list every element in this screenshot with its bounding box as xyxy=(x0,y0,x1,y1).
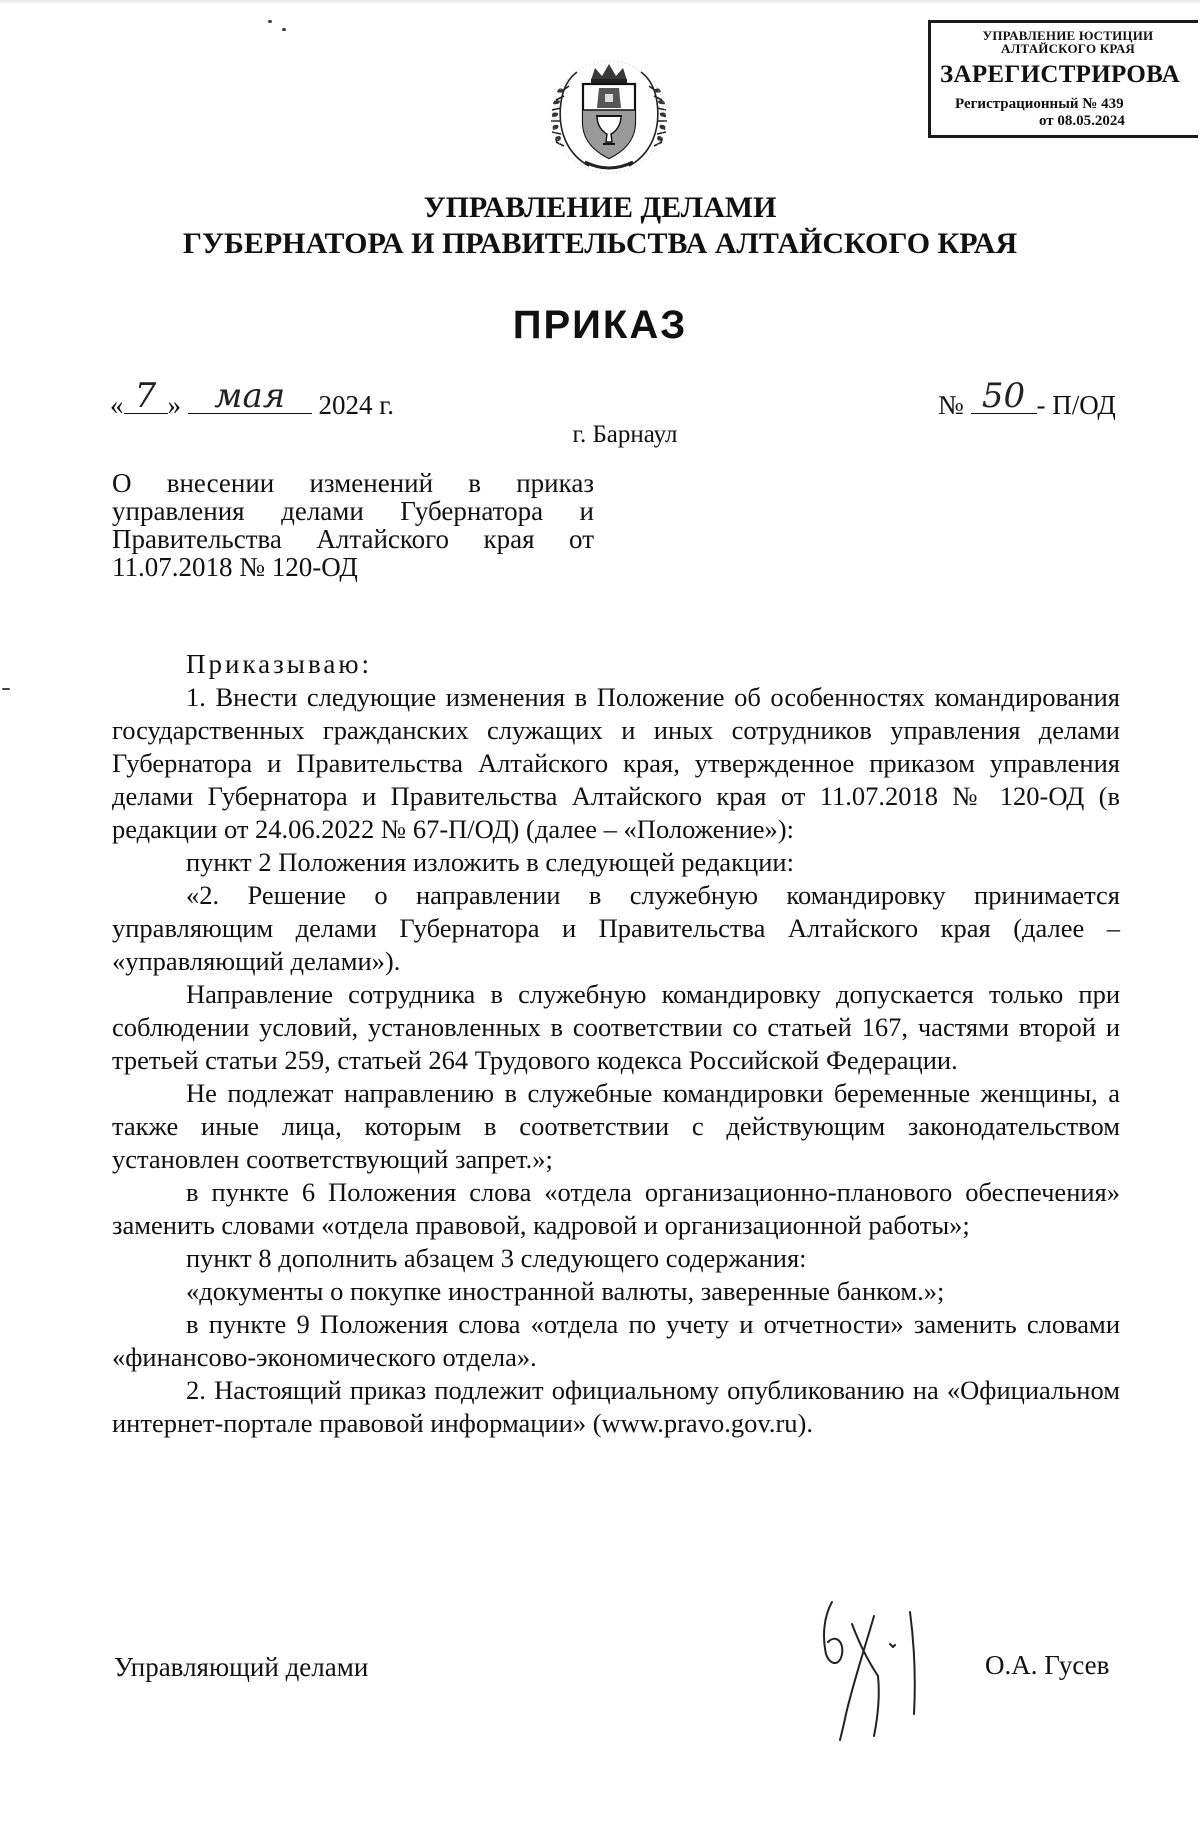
document-city: г. Барнаул xyxy=(572,421,678,448)
body-paragraph: в пункте 6 Положения слова «отдела организационно-планового обеспечения» заменить словами «отдела правовой, кадровой и организационной работы»; xyxy=(112,1177,1120,1240)
scan-speck xyxy=(2,688,10,690)
number-handwritten: 50 xyxy=(981,376,1026,416)
scan-speck xyxy=(282,28,286,31)
body-paragraph: 2. Настоящий приказ подлежит официальному опубликованию на «Официальном интернет-портале правовой информации» (www.pravo.gov.ru). xyxy=(112,1375,1120,1438)
document-subject xyxy=(112,469,594,581)
handwritten-signature xyxy=(818,1596,928,1746)
body-paragraph: «2. Решение о направлении в служебную командировку принимается управляющим делами Губернатора и Правительства Алтайского края (далее – «управляющий делами»). xyxy=(112,880,1120,976)
organization-title-line-2: ГУБЕРНАТОРА И ПРАВИТЕЛЬСТВА АЛТАЙСКОГО КРАЯ xyxy=(182,227,1018,260)
scan-speck xyxy=(268,20,272,23)
document-date xyxy=(110,376,395,420)
signatory-name: О.А. Гусев xyxy=(985,1650,1110,1680)
document-number xyxy=(938,376,1116,420)
date-month-field xyxy=(188,376,312,416)
body-paragraph: Направление сотрудника в служебную командировку допускается только при соблюдении условий, установленных в соответствии со статьей 167, частями второй и третьей статьи 259, статьей 264 Трудового кодекса Российской Федерации. xyxy=(112,979,1120,1075)
document-type-title: ПРИКАЗ xyxy=(512,303,688,347)
subject-line: О внесении изменений в приказ xyxy=(112,468,594,498)
subject-line: управления делами Губернатора и xyxy=(112,496,594,526)
coat-of-arms-icon xyxy=(549,58,669,176)
subject-line: 11.07.2018 № 120-ОД xyxy=(112,552,358,582)
registration-stamp xyxy=(928,20,1198,138)
document-body xyxy=(112,648,1120,1440)
stamp-org-line-2: АЛТАЙСКОГО КРАЯ xyxy=(1001,41,1135,56)
body-paragraph: пункт 8 дополнить абзацем 3 следующего содержания: xyxy=(186,1243,807,1273)
date-quote-close: » xyxy=(167,390,181,420)
stamp-reg-date: от 08.05.2024 xyxy=(1039,113,1125,129)
date-year: 2024 г. xyxy=(318,390,395,420)
date-quote-open: « xyxy=(110,390,124,420)
stamp-title: ЗАРЕГИСТРИРОВА xyxy=(940,61,1180,88)
date-month-handwritten: мая xyxy=(214,376,286,416)
body-paragraph: Не подлежат направлению в служебные командировки беременные женщины, а также иные лица, которым в соответствии с действующим законодательством установлен соответствующий запрет.»; xyxy=(112,1078,1120,1174)
body-paragraph: в пункте 9 Положения слова «отдела по учету и отчетности» заменить словами «финансово-экономического отдела». xyxy=(112,1309,1120,1372)
number-suffix: - П/ОД xyxy=(1036,390,1116,420)
date-day-handwritten: 7 xyxy=(134,376,157,416)
number-field xyxy=(971,376,1037,416)
date-day-field xyxy=(124,376,168,416)
organization-title-line-1: УПРАВЛЕНИЕ ДЕЛАМИ xyxy=(423,191,777,224)
stamp-reg-number: Регистрационный № 439 xyxy=(955,96,1124,112)
scan-edge xyxy=(0,0,1200,4)
subject-line: Правительства Алтайского края от xyxy=(112,524,594,554)
signatory-role: Управляющий делами xyxy=(114,1652,369,1682)
number-prefix: № xyxy=(938,390,964,420)
body-paragraph: пункт 2 Положения изложить в следующей редакции: xyxy=(186,847,794,877)
stamp-org-line-1: УПРАВЛЕНИЕ ЮСТИЦИИ xyxy=(982,28,1154,43)
body-paragraph: 1. Внести следующие изменения в Положение об особенностях командирования государственных гражданских служащих и иных сотрудников управления делами Губернатора и Правительства Алтайского края, утвержденное приказом управления делами Губернатора и Правительства Алтайского края от 11.07.2018 № 120-ОД (в редакции от 24.06.2022 № 67-П/ОД) (далее – «Положение»): xyxy=(112,682,1120,844)
body-paragraph: «документы о покупке иностранной валюты, заверенные банком.»; xyxy=(186,1276,945,1306)
order-heading: Приказываю: xyxy=(186,649,372,679)
